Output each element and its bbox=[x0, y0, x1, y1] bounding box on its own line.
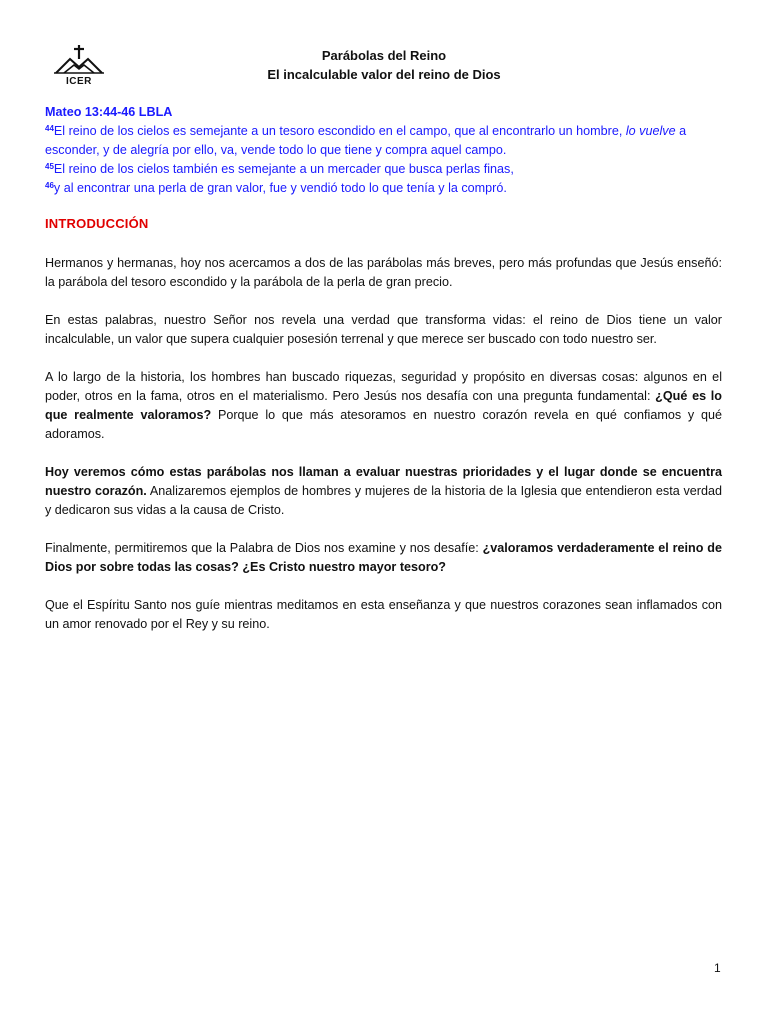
document-header bbox=[150, 46, 618, 84]
section-title-introduction: INTRODUCCIÓN bbox=[45, 216, 149, 231]
verse-number: 45 bbox=[45, 162, 54, 171]
verse-44 bbox=[45, 122, 725, 160]
page-number: 1 bbox=[714, 961, 721, 975]
paragraph-text: Porque lo que más atesoramos en nuestro corazón revela en qué confiamos y qué adoramos. bbox=[45, 408, 722, 441]
paragraph: En estas palabras, nuestro Señor nos revela una verdad que transforma vidas: el reino de Dios tiene un valor incalculable, un valor que supera cualquier posesión terrenal y que merece ser buscado con todo nuestro ser. bbox=[45, 313, 722, 346]
verse-number: 44 bbox=[45, 124, 54, 133]
verse-text: y al encontrar una perla de gran valor, fue y vendió todo lo que tenía y la compró. bbox=[53, 181, 507, 195]
verse-text: El reino de los cielos también es semejante a un mercader que busca perlas finas, bbox=[53, 162, 514, 176]
paragraph: Hermanos y hermanas, hoy nos acercamos a dos de las parábolas más breves, pero más profundas que Jesús enseñó: la parábola del tesoro escondido y la parábola de la perla de gran precio. bbox=[45, 256, 722, 289]
paragraph-text: Analizaremos ejemplos de hombres y mujeres de la historia de la Iglesia que entendieron esta verdad y dedicaron sus vidas a la causa de Cristo. bbox=[45, 484, 723, 517]
paragraph-bold-text: Hoy veremos cómo estas parábolas nos llaman a evaluar nuestras prioridades y el lugar donde se encuentra nuestro corazón. bbox=[45, 465, 722, 498]
paragraph-bold-text: ¿valoramos verdaderamente el reino de Dios por sobre todas las cosas? ¿Es Cristo nuestro mayor tesoro? bbox=[45, 541, 722, 574]
introduction-body bbox=[45, 254, 722, 653]
paragraph-bold-text: ¿Qué es lo que realmente valoramos? bbox=[45, 389, 722, 422]
church-logo bbox=[52, 43, 110, 89]
document-title: Parábolas del Reino bbox=[321, 48, 447, 63]
verse-45 bbox=[45, 160, 725, 179]
verse-italic: lo vuelve bbox=[625, 124, 676, 138]
scripture-passage bbox=[45, 103, 725, 198]
scripture-reference: Mateo 13:44-46 LBLA bbox=[45, 105, 173, 119]
verse-46 bbox=[45, 179, 725, 198]
paragraph-text: Finalmente, permitiremos que la Palabra de Dios nos examine y nos desafíe: bbox=[45, 541, 483, 555]
verse-number: 46 bbox=[45, 181, 54, 190]
paragraph-text: A lo largo de la historia, los hombres han buscado riquezas, seguridad y propósito en diversas cosas: algunos en el poder, otros en la fama, otros en el materialismo. Pero Jesús nos desafía con una pregunta fundamental: bbox=[45, 370, 722, 403]
document-subtitle: El incalculable valor del reino de Dios bbox=[267, 67, 501, 82]
paragraph bbox=[45, 463, 722, 520]
paragraph bbox=[45, 539, 722, 577]
paragraph: Que el Espíritu Santo nos guíe mientras meditamos en esta enseñanza y que nuestros corazones sean inflamados con un amor renovado por el Rey y su reino. bbox=[45, 598, 722, 631]
logo-text: ICER bbox=[66, 76, 92, 87]
verse-text: a esconder, y de alegría por ello, va, vende todo lo que tiene y compra aquel campo. bbox=[45, 124, 687, 157]
verse-text: El reino de los cielos es semejante a un tesoro escondido en el campo, que al encontrarlo un hombre, bbox=[53, 124, 626, 138]
paragraph bbox=[45, 368, 722, 444]
